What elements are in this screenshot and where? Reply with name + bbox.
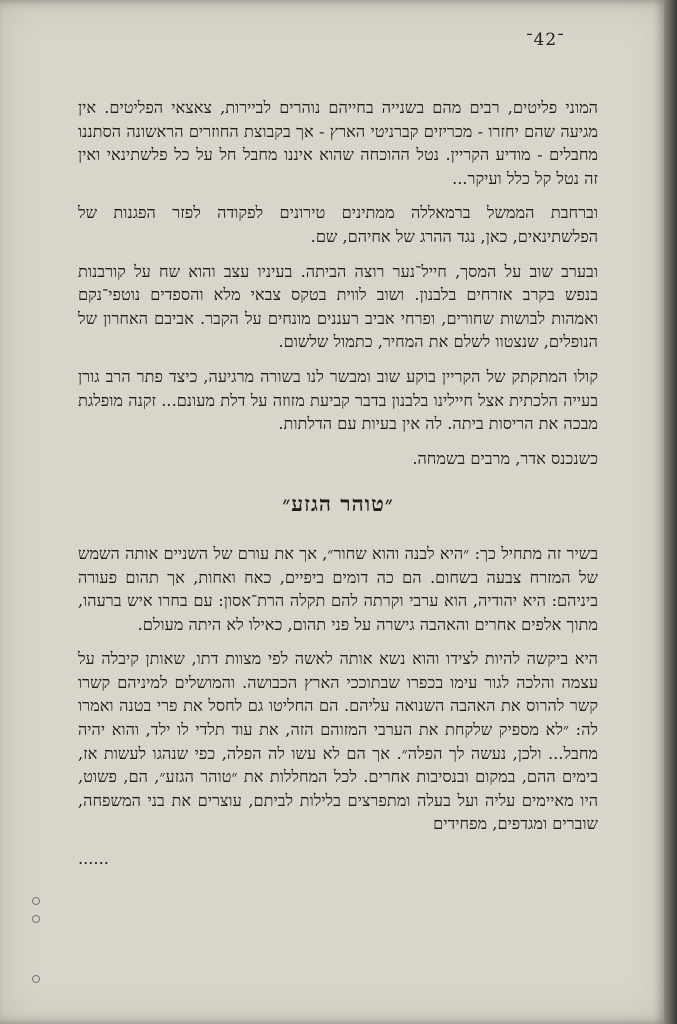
margin-mark [32,897,40,905]
page-edge-shadow [664,0,677,1024]
paragraph: המוני פליטים, רבים מהם בשנייה בחייהם נוהרים לביירות, צאצאי הפליטים. אין מגיעה שהם יחזרו - מכריזים קברניטי הארץ - אך בקבוצת החוזרים הראשונה הסתננו מחבלים - מודיע הקריין. נטל ההוכחה שהוא איננו מחבל חל על כל פלשתינאי ואין זה נטל קל כלל ועיקר... [78,98,598,188]
margin-mark [32,975,40,983]
paragraph: קולו המתקתק של הקריין בוקע שוב ומבשר לנו בשורה מרגיעה, כיצד פתר הרב גורן בעייה הלכתית אצל חיילינו בלבנון בדבר קביעת מזוזה על דלת מעונם... זקנה מופלגת מבכה את הריסות ביתה. לה אין בעיות עם הדלתות. [78,366,598,434]
page-number: ־42־ [526,30,565,50]
margin-mark [32,915,40,923]
page-text [78,96,598,871]
paragraph: ובערב שוב על המסך, חייל־נער רוצה הביתה. בעיניו עצב והוא שח על קורבנות בנפש בקרב אזרחים בלבנון. ושוב לווית בטקס צבאי מלא והספדים נוטפי־נקם ואמהות לבושות שחורים, ופרחי אביב רעננים מונחים על הקבר. אביבם האחרון של הנופלים, שנצטוו לשלם את המחיר, כתמול שלשום. [78,261,598,352]
paragraph: וברחבת הממשל ברמאללה ממתינים טירונים לפקודה לפזר הפגנות של הפלשתינאים, כאן, נגד ההרג של אחיהם, שם. [78,203,598,246]
paragraph: כשנכנס אדר, מרבים בשמחה. [412,448,598,468]
section-heading: ״טוהר הגזע״ [282,491,394,517]
paragraph: היא ביקשה להיות לצידו והוא נשא אותה לאשה לפי מצוות דתו, שאותן קיבלה על עצמה והלכה לגור עימו בכפרו שבתוככי הארץ הכבושה. והמושלים למיניהם קשרו קשר להרוס את האהבה השנואה עליהם. הם החליטו גם לחסל את פרי בטנה ואמרו לה: ״לא מספיק שלקחת את הערבי המזוהם הזה, את עוד תלדי לו ילד, והוא יהיה מחבל... ולכן, נעשה לך הפלה״. אך הם לא עשו לה הפלה, כפי שנהגו לעשות אז, בימים ההם, במקום ובנסיבות אחרים. לכל המחללות את ״טוהר הגזע״, הם, פשוט, היו מאיימים עליה ועל בעלה ומתפרצים בלילות לביתם, עוצרים את בני המשפחה, שוברים ומגדפים, מפחידים [78,649,598,834]
paragraph: בשיר זה מתחיל כך: ״היא לבנה והוא שחור״, אך את עורם של השניים אותה השמש של המזרח צבעה בשחום. הם כה דומים ביפיים, כאח ואחות, אך תהום פעורה ביניהם: היא יהודיה, הוא ערבי וקרתה להם תקלה הרת־אסון: עם בחרו איש ברעהו, מתוך אלפים אחרים והאהבה גישרה על פני תהום, כאילו לא היתה מעולם. [78,543,598,634]
continuation-dots: ...... [78,849,109,869]
